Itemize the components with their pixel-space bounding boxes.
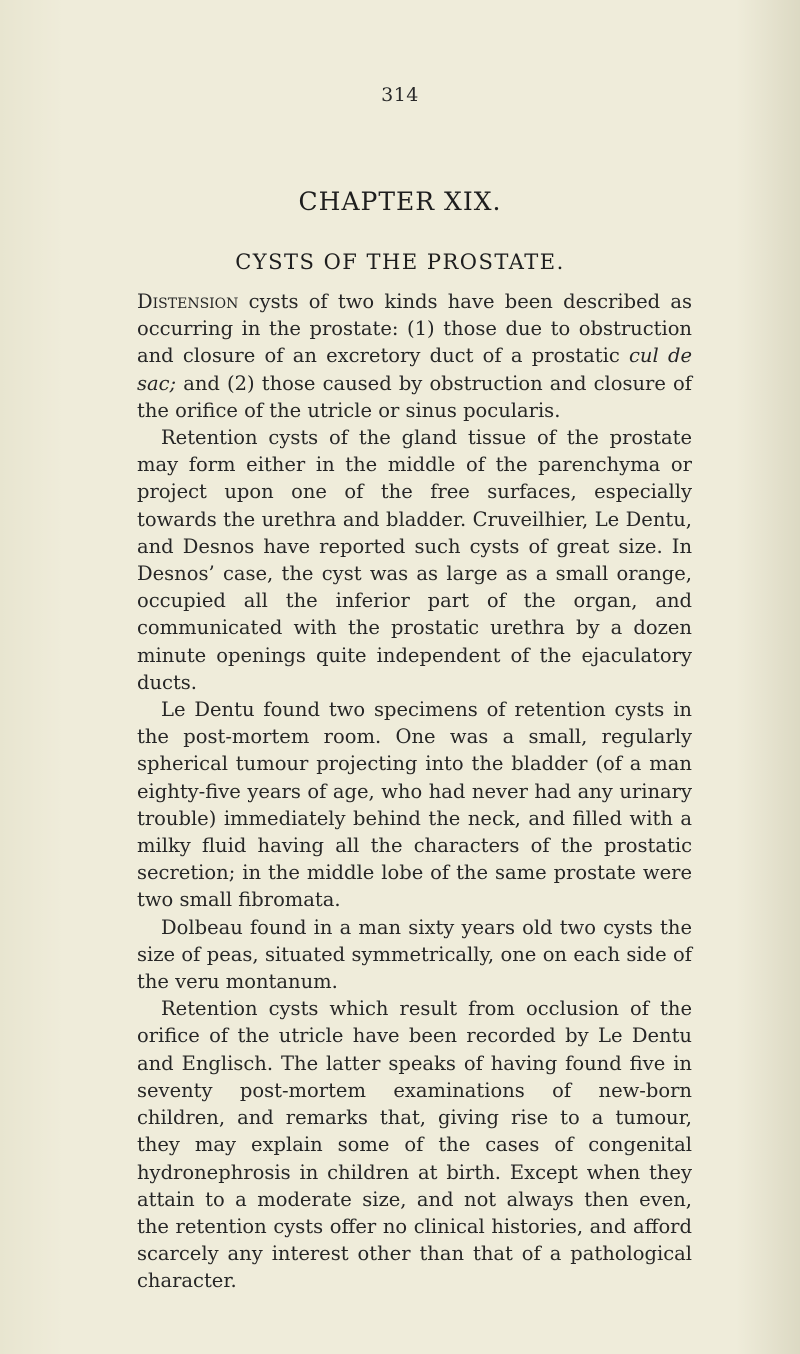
section-heading: CYSTS OF THE PROSTATE. — [235, 250, 565, 274]
paragraph: Le Dentu found two specimens of retention cysts in the post-mortem room. One was a small, regularly spherical tumour projecting into the bladder (of a man eighty-five years of age, who had never had any urinary trouble) immediately behind the neck, and filled with a milky fluid having all the characters of the prostatic secretion; in the middle lobe of the same prostate were two small fibromata. — [137, 698, 692, 912]
paragraph-text: and (2) those caused by obstruction and closure of the orifice of the utricle or sinus pocularis. — [137, 371, 692, 422]
body-text — [137, 288, 692, 1295]
paragraph: Dolbeau found in a man sixty years old two cysts the size of peas, situated symmetrically, one on each side of the veru montanum. — [137, 915, 692, 994]
paragraph: Retention cysts of the gland tissue of the prostate may form either in the middle of the parenchyma or project upon one of the free surfaces, especially towards the urethra and bladder. Cruveilhier, Le Dentu, and Desnos have reported such cysts of great size. In Desnos’ case, the cyst was as large as a small orange, occupied all the inferior part of the organ, and communicated with the prostatic urethra by a dozen minute openings quite independent of the ejaculatory ducts. — [137, 426, 692, 694]
paragraph: Retention cysts which result from occlusion of the orifice of the utricle have been recorded by Le Dentu and Englisch. The latter speaks of having found five in seventy post-mortem examinations of new-born children, and remarks that, giving rise to a tumour, they may explain some of the cases of congenital hydronephrosis in children at birth. Except when they attain to a moderate size, and not always then even, the retention cysts offer no clinical histories, and afford scarcely any interest other than that of a pathological character. — [137, 997, 692, 1293]
paragraph-text: cysts of two kinds have been described as occurring in the prostate: (1) those due to obstruction and closure of an excretory duct of a prostatic — [137, 290, 692, 368]
page-number: 314 — [381, 84, 419, 106]
paragraph-lead-word: Distension — [137, 290, 239, 313]
italic-term: cul de sac; — [137, 344, 692, 395]
paragraph — [137, 288, 692, 424]
chapter-heading: CHAPTER XIX. — [298, 187, 502, 216]
